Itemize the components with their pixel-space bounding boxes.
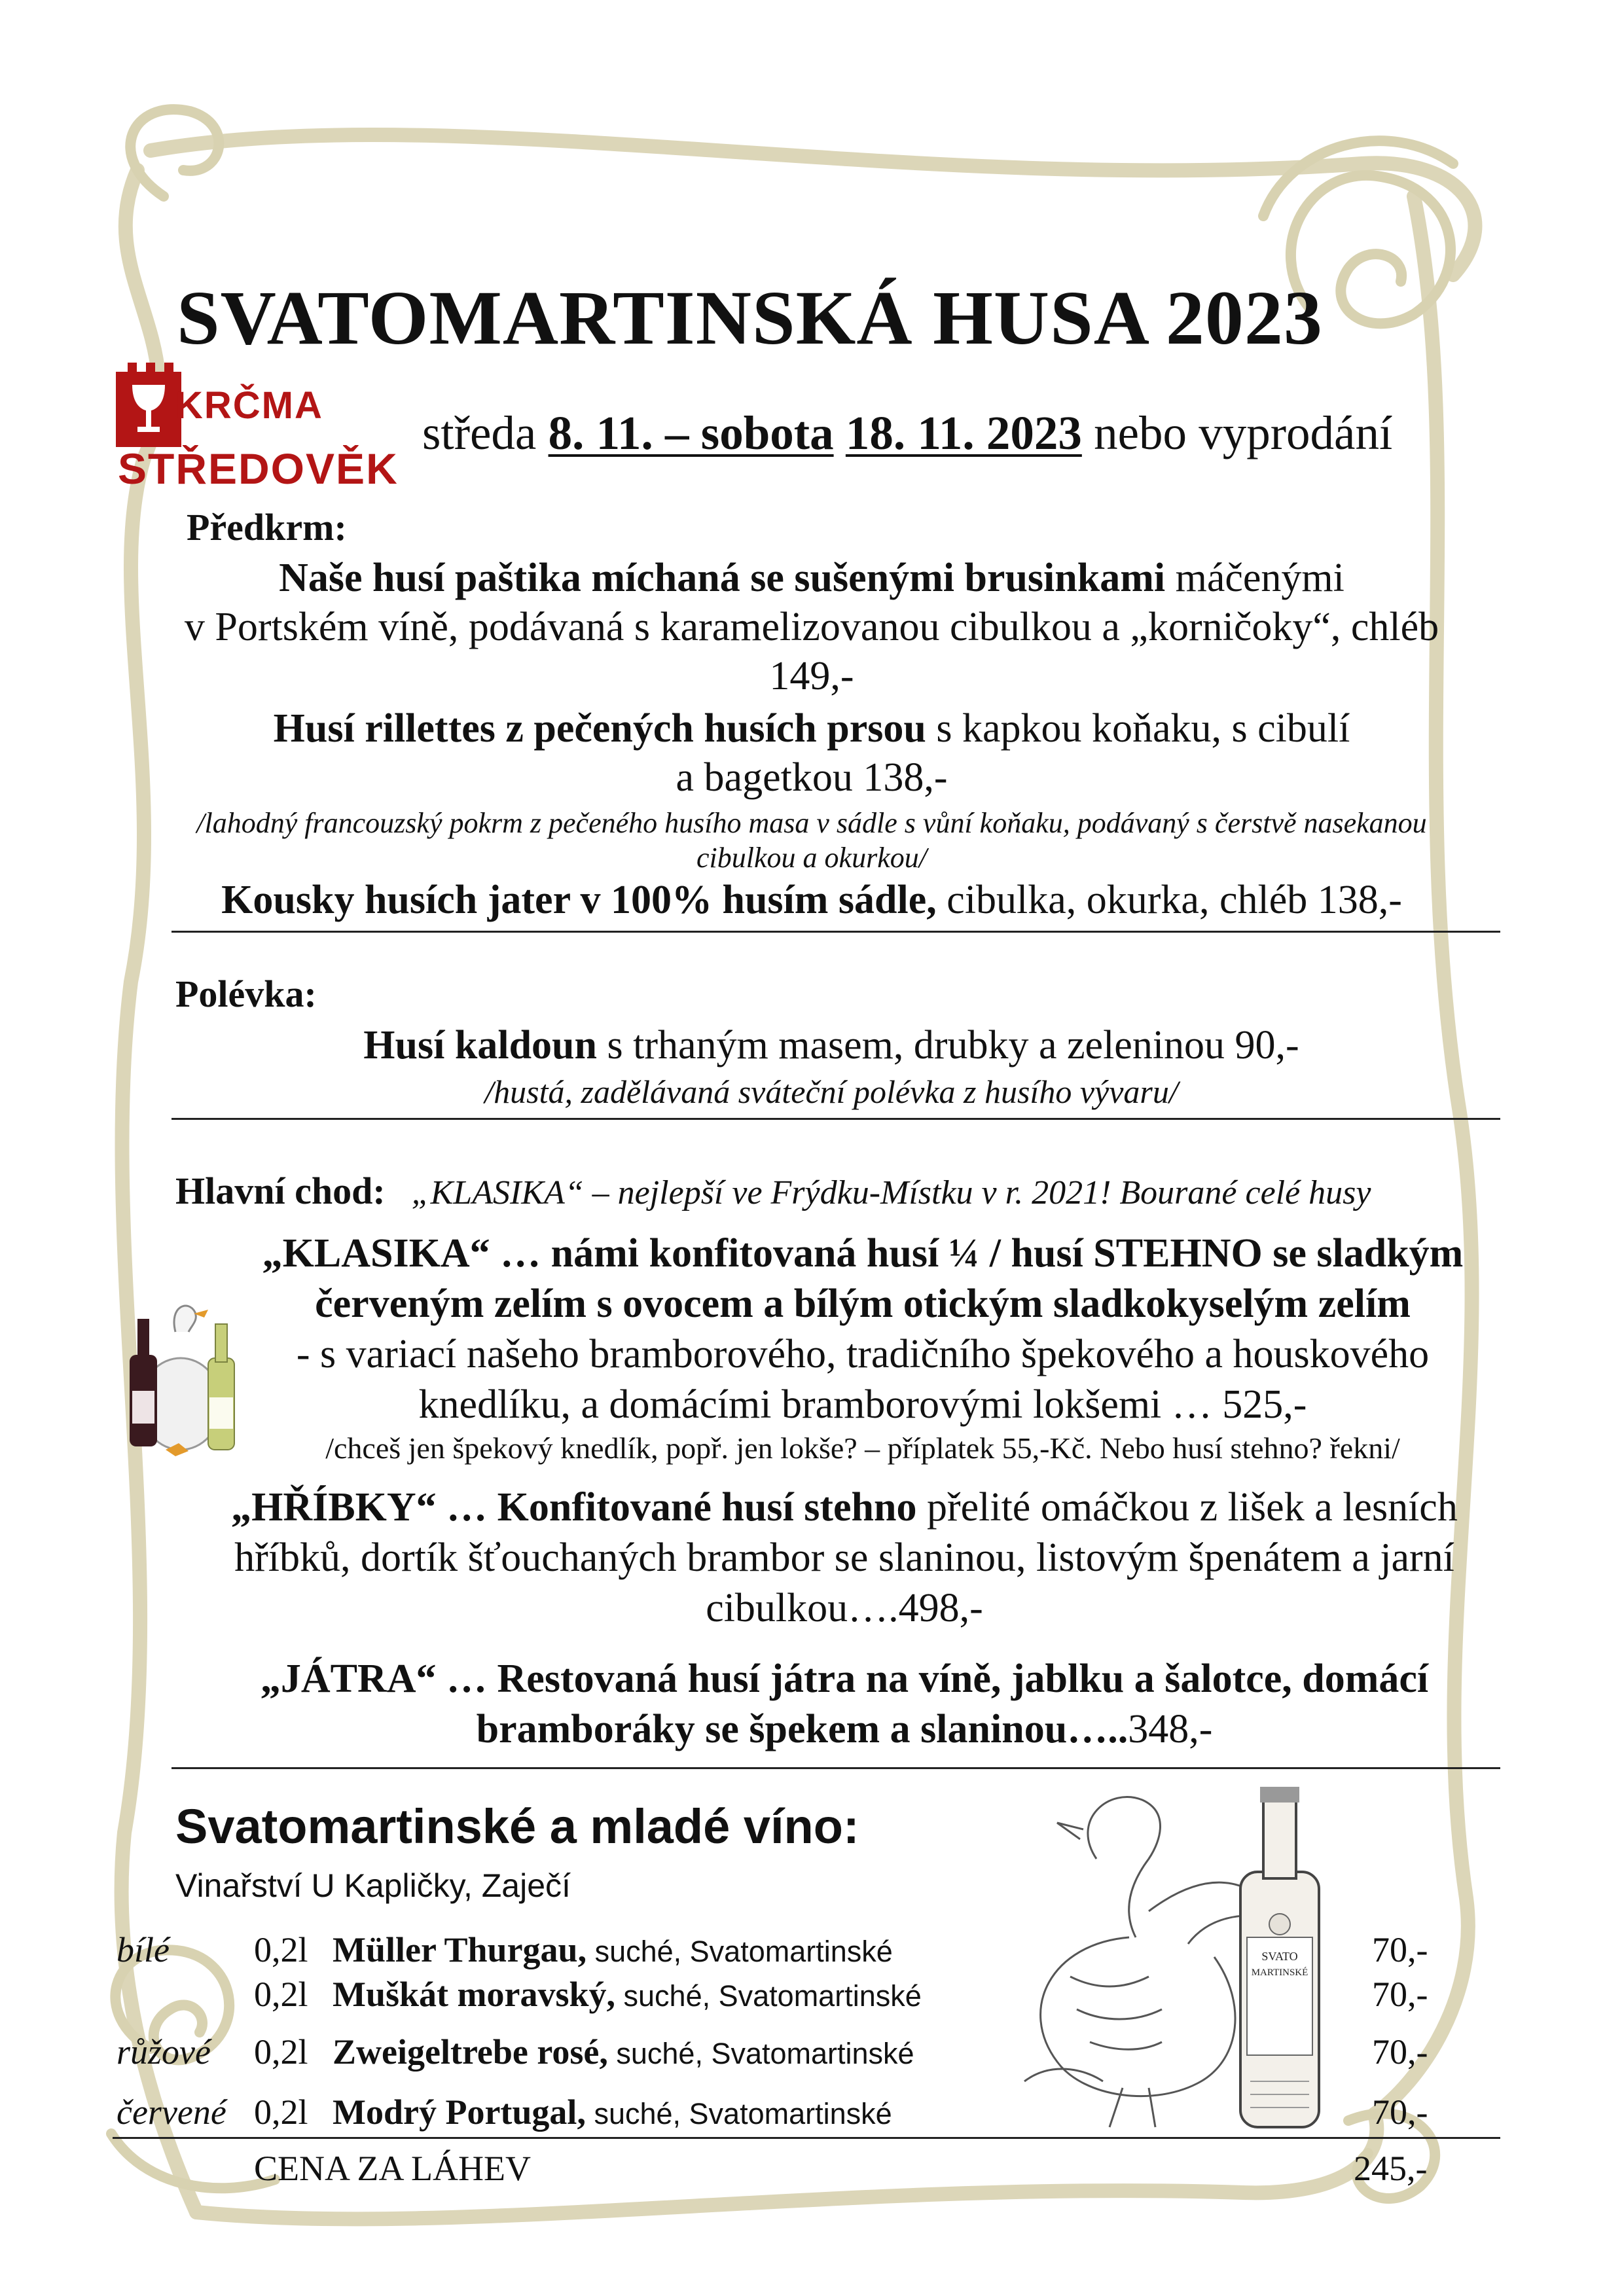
event-dates	[422, 406, 1392, 461]
bottle-label: CENA ZA LÁHEV	[254, 2149, 531, 2188]
klasika-line2: červeným zelím s ovocem a bílým otickým sladkokyselým zelím	[315, 1282, 1411, 1326]
wine-name: Zweigeltrebe rosé,	[333, 2032, 608, 2072]
date-prefix: středa	[422, 406, 549, 459]
divider	[171, 931, 1500, 933]
kaldoun-note: /hustá, zadělávaná sváteční polévka z husího vývaru/	[484, 1073, 1178, 1110]
divider	[171, 1767, 1500, 1769]
wine-desc: suché, Svatomartinské	[586, 1935, 893, 1968]
pastika-name: Naše husí paštika míchaná se sušenými brusinkami	[279, 556, 1166, 600]
wine-volume: 0,2l	[254, 2032, 308, 2072]
date-from: 8. 11. – sobota	[548, 406, 834, 459]
hribky-line3: cibulkou….498,-	[706, 1586, 983, 1630]
hribky-name: „HŘÍBKY“ … Konfitované husí stehno	[231, 1485, 917, 1530]
wine-volume: 0,2l	[254, 2092, 308, 2132]
vino-heading: Svatomartinské a mladé víno:	[175, 1799, 859, 1854]
jatra-kousky-name: Kousky husích jater v 100% husím sádle,	[221, 878, 937, 922]
kaldoun-name: Husí kaldoun	[363, 1023, 598, 1067]
date-suffix: nebo vyprodání	[1081, 406, 1393, 459]
klasika-line1: „KLASIKA“ … námi konfitovaná husí ¼ / husí STEHNO se sladkým	[262, 1231, 1464, 1276]
wine-price: 70,-	[1372, 1975, 1428, 2014]
date-gap	[834, 406, 846, 459]
divider	[113, 2137, 1500, 2139]
bottle-art-label1: SVATO	[1261, 1950, 1298, 1963]
jatra-line1: „JÁTRA“ … Restovaná husí játra na víně, jablku a šalotce, domácí	[260, 1657, 1429, 1701]
wine-volume: 0,2l	[254, 1975, 308, 2014]
rillettes-name: Husí rillettes z pečených husích prsou	[273, 706, 926, 751]
polevka-item	[177, 1022, 1486, 1111]
hribky-line1: přelité omáčkou z lišek a lesních	[916, 1485, 1458, 1530]
jatra-line2: bramboráky se špekem a slaninou…..	[476, 1707, 1128, 1751]
predkrm-item-pastika	[111, 555, 1512, 700]
jatra-kousky-desc: cibulka, okurka, chléb 138,-	[936, 878, 1402, 922]
predkrm-item-jatra	[111, 877, 1512, 924]
hribky-item	[144, 1484, 1545, 1632]
wine-name: Muškát moravský,	[333, 1975, 616, 2014]
rillettes-note1: /lahodný francouzský pokrm z pečeného husího masa v sádle s vůní koňaku, podávaný s čerstvě nasekanou	[196, 807, 1427, 839]
date-to: 18. 11. 2023	[845, 406, 1082, 459]
hlavni-tagline: „KLASIKA“ – nejlepší ve Frýdku-Místku v r. 2021! Bourané celé husy	[411, 1174, 1371, 1211]
rillettes-desc1: s kapkou koňaku, s cibulí	[926, 706, 1350, 751]
pastika-desc2: v Portském víně, podávaná s karamelizovanou cibulkou a „korničoky“, chléb	[184, 605, 1439, 649]
klasika-line4: knedlíku, a domácími bramborovými lokšemi … 525,-	[418, 1382, 1307, 1427]
wine-volume: 0,2l	[254, 1930, 308, 1969]
rillettes-note2: cibulkou a okurkou/	[696, 842, 927, 874]
klasika-note: /chceš jen špekový knedlík, popř. jen lokše? – příplatek 55,-Kč. Nebo husí stehno? řekni/	[325, 1431, 1400, 1465]
pastika-price: 149,-	[769, 654, 854, 698]
castle-chalice-icon	[113, 359, 185, 450]
page-title: SVATOMARTINSKÁ HUSA 2023	[177, 275, 1323, 361]
wine-desc: suché, Svatomartinské	[615, 1979, 922, 2013]
wine-name: Müller Thurgau,	[333, 1930, 587, 1969]
klasika-item	[175, 1230, 1550, 1465]
jatra-price: 348,-	[1128, 1707, 1213, 1751]
hribky-line2: hříbků, dortík šťouchaných brambor se slaninou, listovým špenátem a jarní	[234, 1535, 1454, 1580]
hlavni-heading: Hlavní chod:	[175, 1170, 386, 1212]
vino-winery: Vinařství U Kapličky, Zaječí	[175, 1867, 571, 1904]
logo-line1: KRČMA	[175, 384, 323, 427]
divider	[171, 1118, 1500, 1120]
logo-line2: STŘEDOVĚK	[118, 444, 399, 493]
wine-price: 70,-	[1372, 2092, 1428, 2132]
bottle-art-label2: MARTINSKÉ	[1251, 1967, 1308, 1978]
wine-color: červené	[117, 2092, 226, 2132]
wine-price: 70,-	[1372, 1930, 1428, 1969]
wine-desc: suché, Svatomartinské	[585, 2097, 892, 2130]
wine-color: růžové	[117, 2032, 211, 2072]
rillettes-desc2: a bagetkou 138,-	[676, 755, 948, 800]
polevka-heading: Polévka:	[175, 973, 317, 1015]
kaldoun-desc: s trhaným masem, drubky a zeleninou 90,-	[597, 1023, 1299, 1067]
predkrm-heading: Předkrm:	[187, 506, 347, 548]
wine-price: 70,-	[1372, 2032, 1428, 2072]
klasika-line3: - s variací našeho bramborového, tradičního špekového a houskového	[296, 1332, 1430, 1376]
jatra-item	[144, 1656, 1545, 1753]
bottle-price: 245,-	[1354, 2149, 1428, 2188]
krcma-stredovek-logo	[113, 359, 399, 496]
wine-color: bílé	[117, 1930, 170, 1969]
wine-name: Modrý Portugal,	[333, 2092, 586, 2132]
hlavni-heading-row	[175, 1169, 1371, 1213]
pastika-desc1: máčenými	[1165, 556, 1344, 600]
predkrm-item-rillettes	[111, 706, 1512, 874]
wine-desc: suché, Svatomartinské	[607, 2037, 914, 2070]
